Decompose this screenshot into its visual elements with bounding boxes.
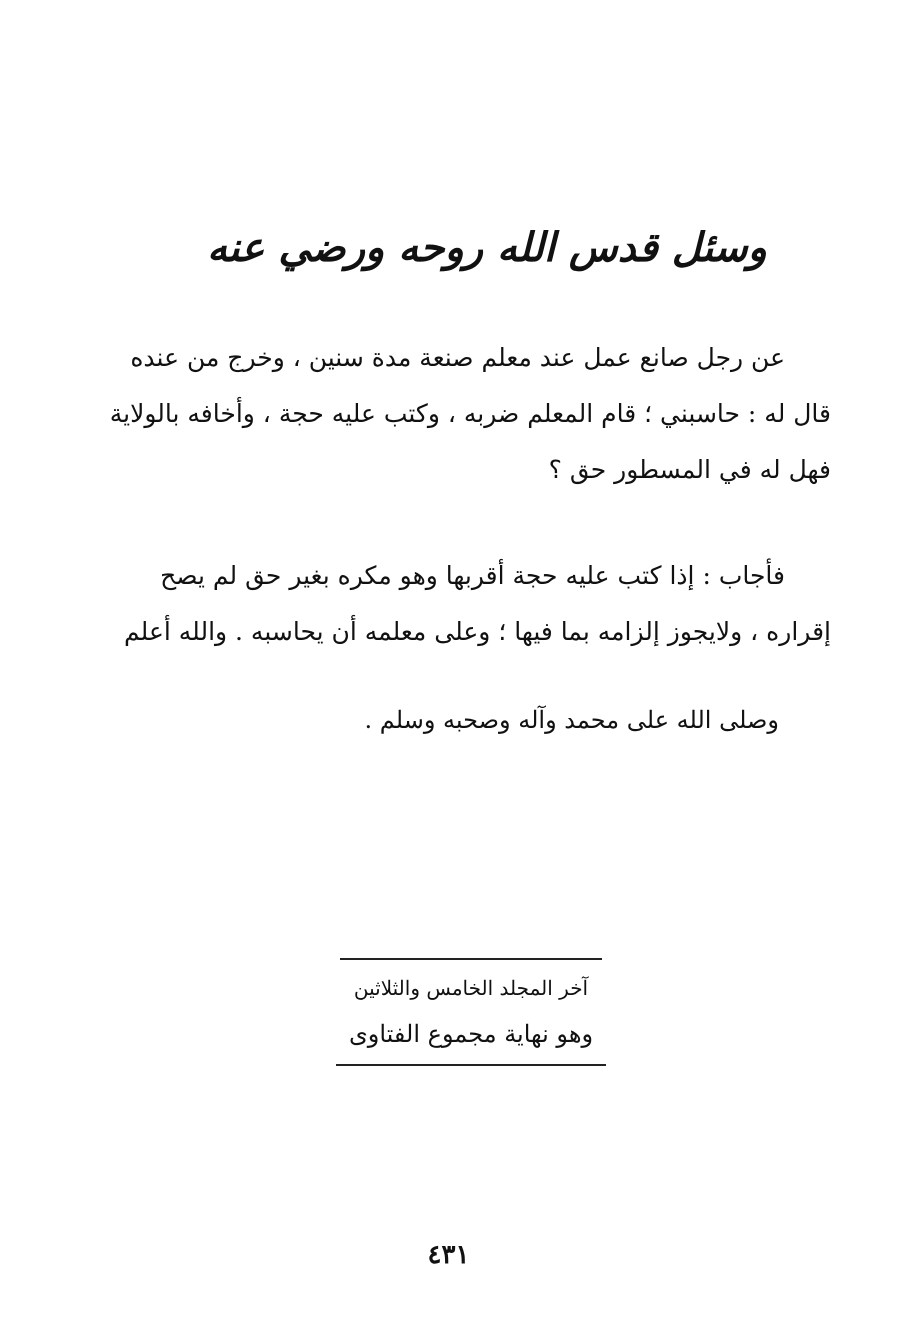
section-heading: وسئل قدس الله روحه ورضي عنه — [207, 224, 767, 271]
colophon-bottom-rule — [336, 1064, 606, 1066]
page-number: ٤٣١ — [427, 1240, 470, 1270]
colophon-top-rule — [340, 958, 602, 960]
colophon-line-1: آخر المجلد الخامس والثلاثين — [353, 976, 589, 1000]
answer-paragraph — [101, 548, 831, 660]
answer-line: إقراره ، ولايجوز إلزامه بما فيها ؛ وعلى معلمه أن يحاسبه . والله أعلم — [124, 617, 831, 646]
question-line: قال له : حاسبني ؛ قام المعلم ضربه ، وكتب عليه حجة ، وأخافه بالولاية — [109, 399, 831, 428]
answer-line: فأجاب : إذا كتب عليه حجة أقربها وهو مكره بغير حق لم يصح — [160, 561, 785, 590]
closing-blessing: وصلى الله على محمد وآله وصحبه وسلم . — [364, 706, 779, 734]
colophon — [336, 958, 606, 1066]
question-line: عن رجل صانع عمل عند معلم صنعة مدة سنين ، وخرج من عنده — [130, 343, 785, 372]
question-paragraph — [101, 330, 831, 498]
colophon-line-2: وهو نهاية مجموع الفتاوى — [348, 1020, 594, 1048]
question-line: فهل له في المسطور حق ؟ — [548, 455, 831, 484]
